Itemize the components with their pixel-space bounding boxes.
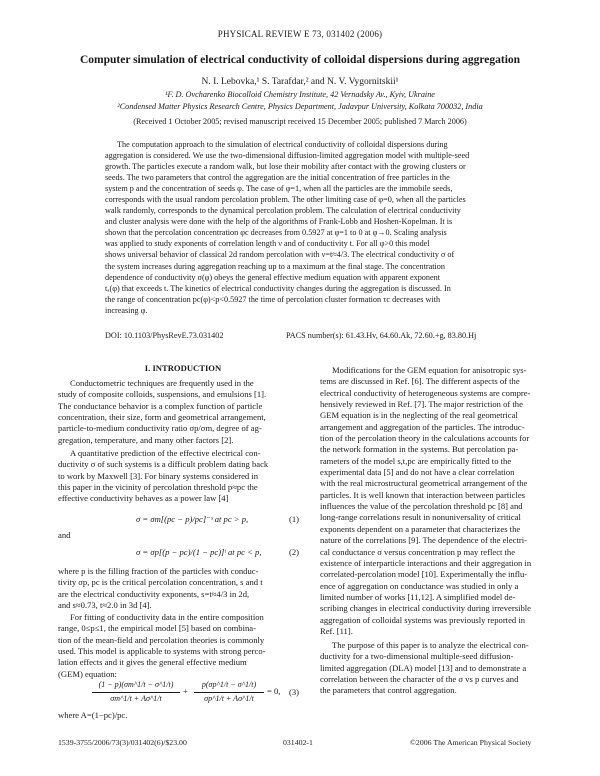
equation-1-number: (1) (289, 514, 300, 524)
affiliation-2: ²Condensed Matter Physics Research Centre, Physics Department, Jadavpur University, Kolkata 700032, India (117, 102, 483, 111)
affiliation-1: ¹F. D. Ovcharenko Biocolloid Chemistry Institute, 42 Vernadsky Av., Kyiv, Ukraine (165, 90, 435, 99)
abstract-line: The computation approach to the simulation of electrical conductivity of colloidal dispersions during (117, 140, 448, 149)
text-line: correlated-percolation model [10]. Experimentally the influ- (320, 569, 528, 580)
fraction-bar (194, 692, 264, 693)
text-line: cal conductance σ versus concentration p may reflect the (320, 546, 516, 557)
text-line: The conductance behavior is a complex function of particle (58, 400, 263, 411)
text-line: long-range correlations result in nonuniversality of critical (320, 512, 521, 523)
abstract (105, 139, 497, 316)
fraction-bar (92, 692, 180, 693)
text-line: Modifications for the GEM equation for anisotropic sys- (332, 365, 527, 375)
abstract-line: seeds. The two parameters that control the aggregation are the initial concentration of free particles in the (105, 173, 450, 183)
left-column-para1 (58, 378, 308, 446)
abstract-line: growth. The particles execute a random walk, but lose their mobility after contact with the growing clusters or (105, 162, 466, 172)
text-line: this paper in the vicinity of percolation threshold p≈pc the (58, 482, 258, 493)
text-line: A quantitative prediction of the effective electrical con- (70, 448, 261, 458)
text-line: and s≈0.73, t≈2.0 in 3d [4]. (58, 600, 152, 611)
left-column-para4 (58, 612, 308, 680)
abstract-line: tₐ(φ) that exceeds t. The kinetics of electrical conductivity changes during the aggregation is discussed. In (105, 283, 451, 293)
text-line: range, 0≤p≤1, the empirical model [5] based on combina- (58, 623, 256, 634)
abstract-line: the system increases during aggregation reaching up to a maximum at the final stage. The concentration (105, 261, 445, 271)
abstract-line: dependence of conductivity σ(φ) obeys the general effective medium equation with apparent exponent (105, 272, 440, 282)
eq3-left-denominator: σm^1/t + Aσ^1/t (110, 694, 162, 703)
text-line: GEM equation is in the neglecting of the real geometrical (320, 410, 518, 421)
text-line: where p is the filling fraction of the particles with conduc- (58, 566, 259, 576)
text-line: rameters of the model s,t,pc are empirically fitted to the (320, 455, 512, 466)
text-line: tivity σp, pc is the critical percolation concentration, s and t (58, 577, 263, 588)
abstract-line: corresponds with the usual random percolation problem. The other limiting case of φ=0, when all the particles (105, 195, 466, 205)
text-line: ence of aggregation on conductance was studied in only a (320, 580, 519, 591)
text-line: the parameters that control aggregation. (320, 685, 457, 696)
doi-link[interactable]: DOI: 10.1103/PhysRevE.73.031402 (105, 331, 224, 340)
abstract-line: shown that the percolation concentration φc decreases from 0.5927 at φ=1 to 0 at φ→0. Scaling analysis (105, 228, 447, 238)
text-line: exponents dependent on a parameter that characterizes the (320, 523, 521, 534)
equation-2-number: (2) (289, 547, 300, 557)
text-line: experimental data [5] and do not have a clear correlation (320, 467, 515, 478)
text-line: hensively reviewed in Ref. [7]. The major restriction of the (320, 399, 523, 410)
text-line: tems are discussed in Ref. [6]. The different aspects of the (320, 376, 520, 387)
text-line: study of composite colloids, suspensions, and emulsions [1]. (58, 389, 267, 400)
where-line: where A=(1−pc)/pc. (58, 710, 128, 720)
text-line: concentration, their size, form and geometrical arrangement, (58, 412, 266, 423)
footer-page-number: 031402-1 (283, 738, 313, 747)
text-line: the network formation in the systems. But percolation pa- (320, 444, 519, 455)
text-line: ductivity for a two-dimensional multiple-seed diffusion- (320, 651, 514, 662)
right-column-para1 (320, 365, 553, 637)
right-column-para2 (320, 640, 553, 697)
eq3-right-denominator: σp^1/t + Aσ^1/t (204, 694, 254, 703)
and-word: and (58, 530, 71, 540)
abstract-line: system p and the concentration of seeds φ. The case of φ=1, when all the particles are the immobile seeds, (105, 184, 453, 194)
text-line: effective conductivity behaves as a power law [4] (58, 493, 229, 504)
footer-copyright: ©2006 The American Physical Society (410, 738, 532, 747)
text-line: electrical conductivity of heterogeneous systems are compre- (320, 387, 531, 398)
text-line: ductivity σ of such systems is a difficult problem dating back (58, 459, 269, 470)
text-line: scribing changes in electrical conductivity during irreversible (320, 603, 531, 614)
pacs-numbers: PACS number(s): 61.43.Hv, 64.60.Ak, 72.60.+g, 83.80.Hj (286, 331, 477, 340)
abstract-line: walk randomly, corresponds to the dynamical percolation problem. The calculation of electrical conductivity (105, 206, 461, 216)
left-column-para3 (58, 566, 308, 611)
text-line: (GEM) equation: (58, 668, 117, 679)
eq3-left-numerator: (1 − p)(σm^1/t − σ^1/t) (98, 680, 174, 689)
text-line: aggregation of colloidal systems was previously reported in (320, 614, 526, 625)
text-line: tion of the percolation theory in the calculations accounts for (320, 433, 530, 444)
plus-sign: + (183, 686, 188, 696)
equation-1: σ = σm[(pc − p)/pc]⁻ˢ at pc > p, (136, 514, 249, 524)
abstract-line: aggregation is considered. We use the two-dimensional diffusion-limited aggregation model with multiple-seed (105, 151, 470, 161)
text-line: The purpose of this paper is to analyze the electrical con- (332, 640, 529, 650)
text-line: arrangement and aggregation of the particles. The introduc- (320, 421, 525, 432)
received-dates: (Received 1 October 2005; revised manuscript received 15 December 2005; published 7 March 2006) (133, 117, 467, 126)
text-line: Ref. [11]. (320, 625, 353, 636)
authors: N. I. Lebovka,¹ S. Tarafdar,² and N. V. Vygornitskii¹ (201, 77, 399, 87)
left-column-para2 (58, 448, 308, 505)
running-head: PHYSICAL REVIEW E 73, 031402 (2006) (217, 29, 383, 39)
equation-2: σ = σp[(p − pc)/(1 − pc)]ᵗ at pc < p, (136, 547, 262, 557)
footer-issn: 1539-3755/2006/73(3)/031402(6)/$23.00 (58, 738, 187, 747)
text-line: tion of the mean-field and percolation theories is commonly (58, 634, 265, 645)
abstract-line: and cluster analysis were done with the help of the algorithms of Frank-Lobb and Hoshen-Kopelman. It is (105, 217, 453, 227)
abstract-line: increasing φ. (105, 305, 148, 315)
text-line: to work by Maxwell [3]. For binary systems considered in (58, 470, 259, 481)
equation-3-number: (3) (289, 687, 300, 697)
text-line: gregation, temperature, and many other factors [2]. (58, 434, 234, 445)
paper-title: Computer simulation of electrical conductivity of colloidal dispersions during aggregation (79, 54, 521, 66)
text-line: correlation between the character of the σ vs p curves and (320, 674, 519, 685)
eq3-right-numerator: p(σp^1/t − σ^1/t) (201, 680, 257, 689)
text-line: For fitting of conductivity data in the entire composition (70, 612, 264, 622)
text-line: limited aggregation (DLA) model [13] and to demonstrate a (320, 662, 527, 673)
text-line: particles. It is well known that interaction between particles (320, 489, 525, 500)
eq3-rhs: = 0, (267, 686, 281, 696)
text-line: with the real microstructural geometrical arrangement of the (320, 478, 528, 489)
text-line: used. This model is applicable to systems with strong perco- (58, 646, 266, 657)
text-line: are the electrical conductivity exponents, s=t≈4/3 in 2d, (58, 588, 250, 599)
section-heading: I. INTRODUCTION (144, 363, 222, 373)
text-line: lation effects and it gives the general effective medium (58, 657, 247, 668)
abstract-line: shows universal behavior of classical 2d random percolation with ν=t≈4/3. The electrical conductivity σ of (105, 250, 455, 260)
abstract-line: the range of concentration pc(φ)<p<0.5927 the time of percolation cluster formation τc decreases with (105, 294, 441, 304)
text-line: nature of the correlations [9]. The dependence of the electri- (320, 535, 527, 546)
text-line: Conductometric techniques are frequently used in the (70, 378, 254, 388)
text-line: existence of interparticle interactions and their aggregation in (320, 557, 532, 568)
text-line: influences the value of the percolation threshold pc [8] and (320, 501, 523, 512)
text-line: particle-to-medium conductivity ratio σp/σm, degree of ag- (58, 423, 262, 434)
abstract-line: was applied to study exponents of correlation length ν and of conductivity t. For all φ>0 this model (105, 239, 430, 249)
text-line: limited number of works [11,12]. A simplified model de- (320, 591, 516, 602)
